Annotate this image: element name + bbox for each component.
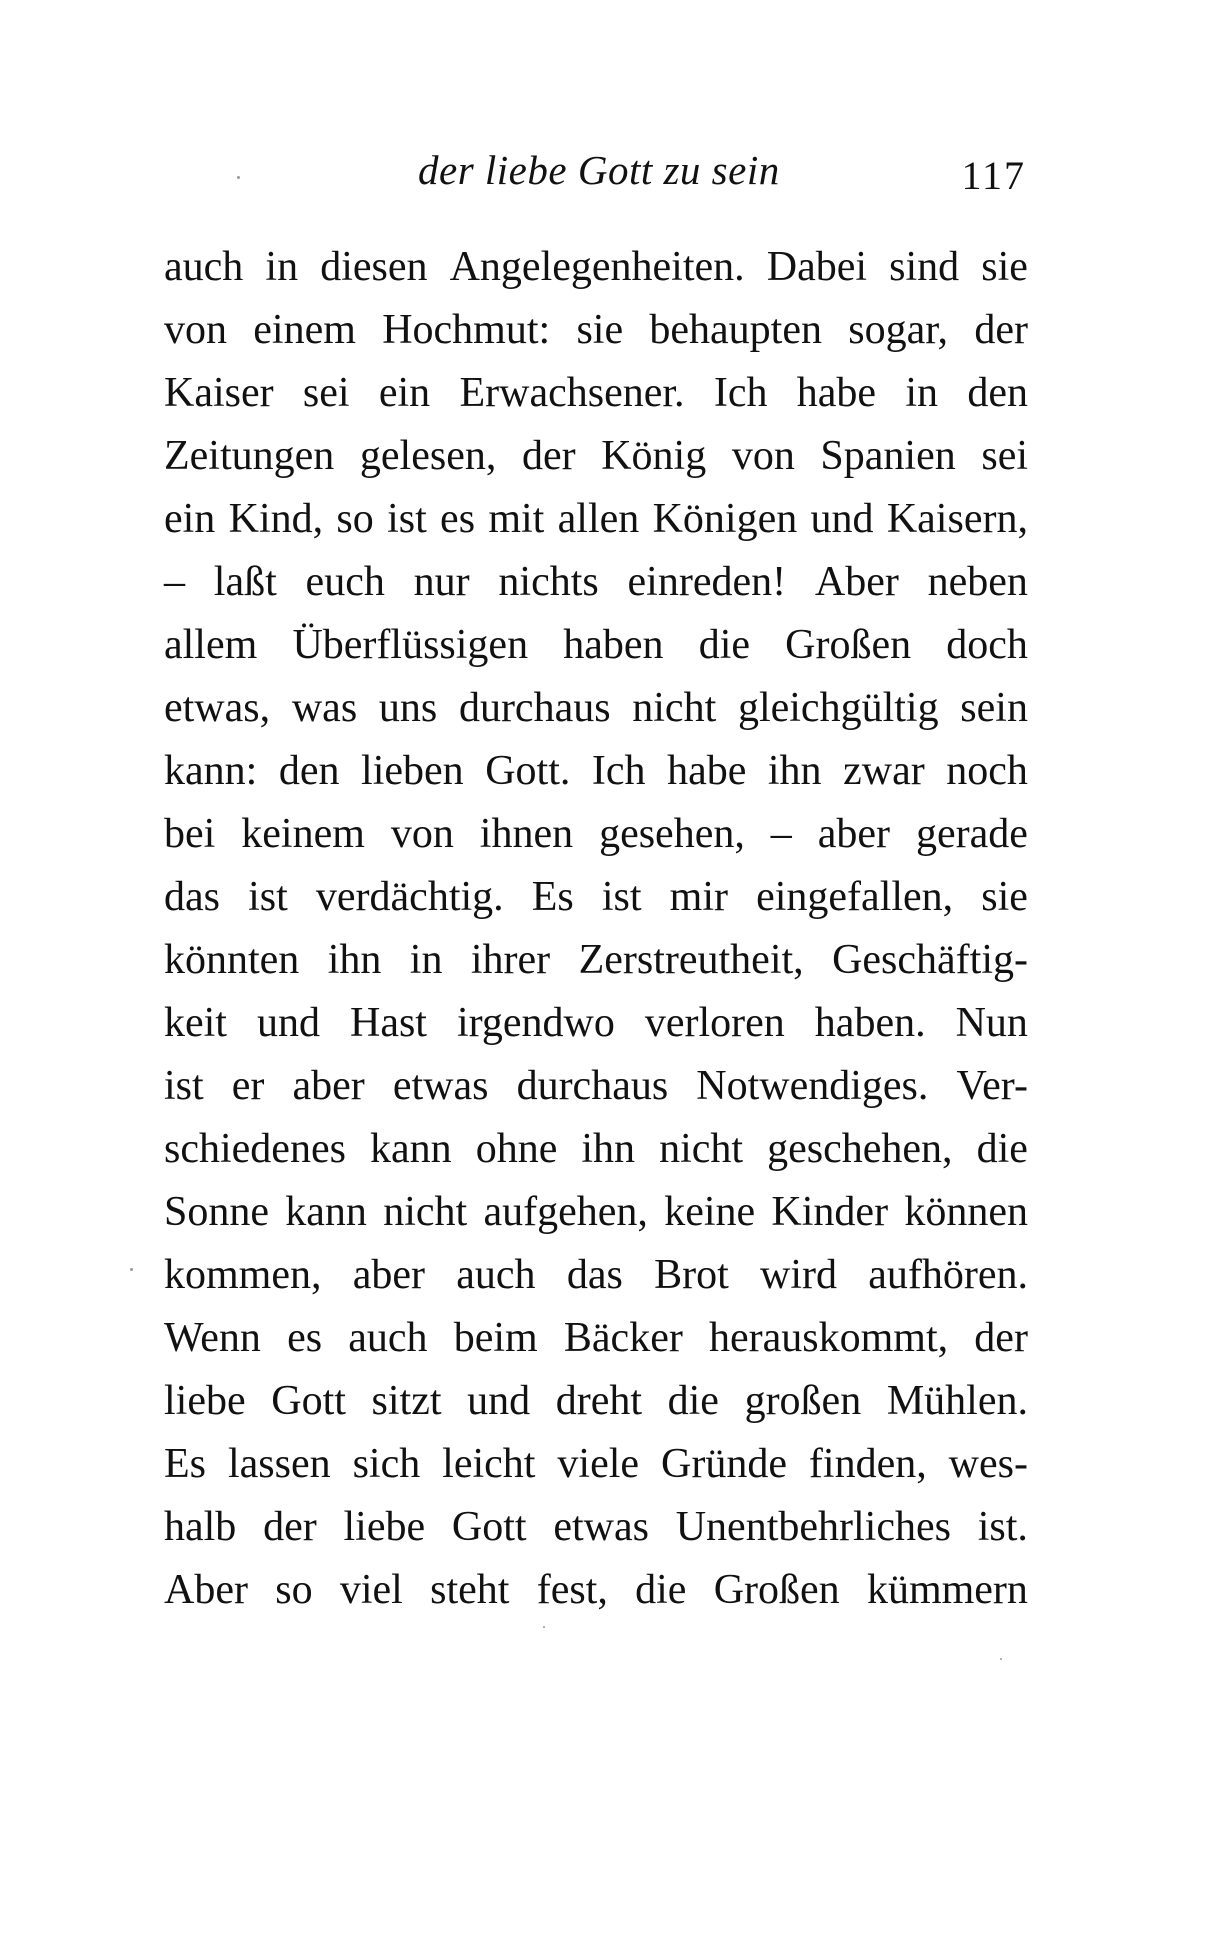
text-word: aber xyxy=(817,811,891,857)
text-word: ihn xyxy=(767,748,822,794)
text-word: es xyxy=(440,496,476,542)
text-word: – xyxy=(164,559,185,605)
text-word: nichts xyxy=(498,559,599,605)
text-word: auch xyxy=(348,1315,428,1361)
text-word: steht xyxy=(430,1567,510,1613)
text-word: Aber xyxy=(814,559,899,605)
text-word: ist xyxy=(601,874,642,920)
text-word: Hast xyxy=(349,1000,427,1046)
text-word: Gründe xyxy=(661,1441,787,1487)
text-word: Ich xyxy=(713,370,768,416)
running-title: der liebe Gott zu sein xyxy=(418,147,780,193)
text-word: aber xyxy=(292,1063,365,1109)
text-word: habe xyxy=(796,370,877,416)
text-word: keine xyxy=(664,1189,756,1235)
text-word: euch xyxy=(305,559,385,605)
text-word: gerade xyxy=(915,811,1028,857)
text-word: – xyxy=(770,811,792,857)
text-word: von xyxy=(390,811,454,857)
text-word: und xyxy=(810,496,874,542)
text-word: gesehen, xyxy=(599,811,745,857)
text-word: das xyxy=(566,1252,623,1298)
text-word: das xyxy=(164,874,220,920)
text-word: liebe xyxy=(164,1378,246,1424)
text-word: ihrer xyxy=(470,937,551,983)
text-line xyxy=(164,551,1028,614)
text-word: und xyxy=(256,1000,320,1046)
text-word: Überflüssigen xyxy=(292,622,529,668)
text-line xyxy=(164,1244,1028,1307)
text-word: liebe xyxy=(343,1504,426,1550)
text-word: auch xyxy=(164,244,244,290)
text-word: Nun xyxy=(955,1000,1028,1046)
text-word: allen xyxy=(557,496,640,542)
text-line xyxy=(164,362,1028,425)
text-word: Dabei xyxy=(766,244,868,290)
text-word: die xyxy=(635,1567,687,1613)
text-word: zwar xyxy=(843,748,925,794)
text-word: der xyxy=(974,307,1028,353)
text-word: Mühlen. xyxy=(886,1378,1028,1424)
text-word: mit xyxy=(488,496,545,542)
text-word: Großen xyxy=(785,622,912,668)
text-word: auch xyxy=(456,1252,536,1298)
text-word: neben xyxy=(927,559,1028,605)
text-word: sie xyxy=(576,307,624,353)
text-word: diesen xyxy=(320,244,428,290)
text-word: Geschäftig- xyxy=(832,937,1028,983)
text-word: Kind, xyxy=(228,496,324,542)
text-word: durchaus xyxy=(458,685,611,731)
text-word: ein xyxy=(164,496,216,542)
text-word: Es xyxy=(531,874,574,920)
text-word: ist xyxy=(248,874,288,920)
text-line xyxy=(164,1118,1028,1181)
text-word: König xyxy=(601,433,707,479)
text-word: die xyxy=(698,622,750,668)
text-word: ist xyxy=(387,496,427,542)
text-word: lassen xyxy=(227,1441,331,1487)
text-line xyxy=(164,1181,1028,1244)
text-word: von xyxy=(731,433,795,479)
text-word: ihn xyxy=(327,937,382,983)
text-word: Sonne xyxy=(164,1189,269,1235)
text-word: Kaisern, xyxy=(886,496,1028,542)
text-word: Wenn xyxy=(164,1315,261,1361)
text-word: in xyxy=(409,937,443,983)
text-word: eingefallen, xyxy=(756,874,954,920)
text-word: sie xyxy=(981,874,1028,920)
text-word: der xyxy=(974,1315,1028,1361)
text-word: Spanien xyxy=(820,433,956,479)
text-word: und xyxy=(467,1378,531,1424)
text-line xyxy=(164,1496,1028,1559)
text-word: geschehen, xyxy=(767,1126,953,1172)
text-word: habe xyxy=(667,748,747,794)
text-line xyxy=(164,803,1028,866)
text-word: durchaus xyxy=(516,1063,669,1109)
text-word: keinem xyxy=(241,811,365,857)
text-word: gelesen, xyxy=(359,433,497,479)
text-line xyxy=(164,866,1028,929)
text-word: Gott xyxy=(451,1504,527,1550)
text-word: wes- xyxy=(948,1441,1028,1487)
text-word: aufgehen, xyxy=(483,1189,648,1235)
text-word: in xyxy=(905,370,939,416)
text-word: herauskommt, xyxy=(709,1315,949,1361)
text-word: Gott. xyxy=(485,748,571,794)
text-word: es xyxy=(287,1315,323,1361)
text-word: ist. xyxy=(977,1504,1028,1550)
text-word: aufhören. xyxy=(868,1252,1028,1298)
text-word: Bäcker xyxy=(563,1315,683,1361)
text-word: Notwendiges. xyxy=(696,1063,929,1109)
text-word: sitzt xyxy=(371,1378,442,1424)
text-word: sein xyxy=(960,685,1028,731)
text-word: nicht xyxy=(632,685,717,731)
text-word: kann xyxy=(369,1126,452,1172)
text-word: die xyxy=(976,1126,1028,1172)
text-word: können xyxy=(904,1189,1028,1235)
text-word: beim xyxy=(453,1315,538,1361)
body-text xyxy=(164,236,1028,1622)
text-word: kann: xyxy=(164,748,258,794)
text-word: einem xyxy=(253,307,356,353)
text-word: so xyxy=(336,496,374,542)
text-word: ohne xyxy=(475,1126,558,1172)
text-word: Zeitungen xyxy=(164,433,335,479)
text-word: der xyxy=(521,433,576,479)
text-word: halb xyxy=(164,1504,237,1550)
text-line xyxy=(164,1055,1028,1118)
text-line xyxy=(164,992,1028,1055)
text-word: haben. xyxy=(814,1000,926,1046)
text-line xyxy=(164,677,1028,740)
text-word: uns xyxy=(378,685,438,731)
text-word: in xyxy=(265,244,299,290)
text-word: Gott xyxy=(271,1378,346,1424)
text-word: aber xyxy=(352,1252,426,1298)
text-word: ein xyxy=(378,370,431,416)
text-line xyxy=(164,929,1028,992)
text-word: laßt xyxy=(213,559,277,605)
text-word: Königen xyxy=(652,496,798,542)
text-word: mir xyxy=(669,874,728,920)
running-head xyxy=(164,146,1030,206)
text-word: irgendwo xyxy=(456,1000,615,1046)
text-word: Kinder xyxy=(771,1189,889,1235)
text-word: leicht xyxy=(442,1441,536,1487)
text-word: sie xyxy=(981,244,1028,290)
text-word: etwas xyxy=(553,1504,649,1550)
text-word: viel xyxy=(339,1567,403,1613)
text-word: Erwachsener. xyxy=(459,370,685,416)
text-word: behaupten xyxy=(649,307,822,353)
text-word: Unentbehrliches xyxy=(675,1504,951,1550)
paper-speck xyxy=(130,1268,133,1271)
text-line xyxy=(164,1307,1028,1370)
text-word: so xyxy=(275,1567,313,1613)
text-line xyxy=(164,425,1028,488)
text-word: Zerstreutheit, xyxy=(578,937,804,983)
text-line xyxy=(164,299,1028,362)
text-word: bei xyxy=(164,811,216,857)
text-word: sich xyxy=(352,1441,421,1487)
text-word: was xyxy=(291,685,358,731)
text-word: verloren xyxy=(644,1000,785,1046)
text-line xyxy=(164,740,1028,803)
text-word: keit xyxy=(164,1000,227,1046)
text-word: sogar, xyxy=(848,307,949,353)
text-word: Ver- xyxy=(956,1063,1028,1109)
text-word: Angelegenheiten. xyxy=(449,244,745,290)
text-line xyxy=(164,1370,1028,1433)
text-line xyxy=(164,614,1028,677)
text-word: Kaiser xyxy=(164,370,274,416)
text-word: einreden! xyxy=(627,559,787,605)
text-word: könnten xyxy=(164,937,300,983)
text-word: kommen, xyxy=(164,1252,322,1298)
text-word: sei xyxy=(302,370,350,416)
text-word: großen xyxy=(744,1378,862,1424)
text-word: Hochmut: xyxy=(382,307,551,353)
text-word: schiedenes xyxy=(164,1126,346,1172)
text-word: viele xyxy=(557,1441,640,1487)
text-word: doch xyxy=(946,622,1028,668)
text-word: kann xyxy=(285,1189,367,1235)
text-word: Es xyxy=(164,1441,206,1487)
text-word: sind xyxy=(889,244,960,290)
text-word: kümmern xyxy=(866,1567,1028,1613)
text-word: von xyxy=(164,307,227,353)
text-line xyxy=(164,236,1028,299)
page-number: 117 xyxy=(961,153,1026,198)
text-word: haben xyxy=(563,622,664,668)
text-word: ist xyxy=(164,1063,204,1109)
text-word: den xyxy=(967,370,1028,416)
text-line xyxy=(164,488,1028,551)
text-word: verdächtig. xyxy=(315,874,504,920)
text-word: etwas xyxy=(392,1063,489,1109)
text-line xyxy=(164,1433,1028,1496)
text-word: nur xyxy=(413,559,470,605)
text-word: fest, xyxy=(536,1567,608,1613)
paper-speck xyxy=(543,1626,545,1628)
text-word: finden, xyxy=(808,1441,927,1487)
text-word: er xyxy=(231,1063,265,1109)
text-word: dreht xyxy=(555,1378,643,1424)
text-word: ihn xyxy=(581,1126,636,1172)
paper-speck xyxy=(1000,1658,1002,1660)
text-word: Brot xyxy=(654,1252,729,1298)
text-word: nicht xyxy=(659,1126,744,1172)
text-word: nicht xyxy=(383,1189,468,1235)
text-word: den xyxy=(278,748,340,794)
text-word: allem xyxy=(164,622,258,668)
text-word: Aber xyxy=(164,1567,248,1613)
text-word: etwas, xyxy=(164,685,271,731)
text-word: der xyxy=(263,1504,317,1550)
text-word: noch xyxy=(946,748,1028,794)
paper-speck xyxy=(237,176,240,179)
text-line xyxy=(164,1559,1028,1622)
text-word: Großen xyxy=(713,1567,840,1613)
text-word: gleichgültig xyxy=(737,685,939,731)
text-word: lieben xyxy=(361,748,464,794)
text-word: Ich xyxy=(591,748,646,794)
text-word: die xyxy=(667,1378,719,1424)
text-word: sei xyxy=(981,433,1028,479)
text-word: ihnen xyxy=(479,811,574,857)
text-word: wird xyxy=(759,1252,837,1298)
